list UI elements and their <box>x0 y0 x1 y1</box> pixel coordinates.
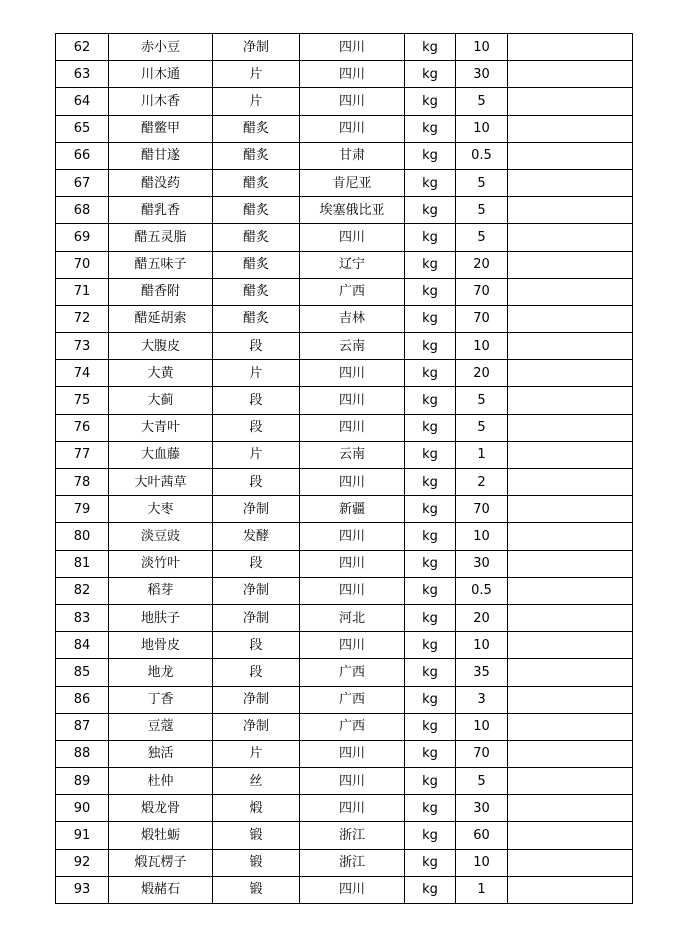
origin-cell: 四川 <box>300 34 405 61</box>
row-number-cell: 78 <box>56 469 109 496</box>
row-number-cell: 84 <box>56 632 109 659</box>
row-number-cell: 76 <box>56 414 109 441</box>
processing-spec-cell: 片 <box>213 88 300 115</box>
processing-spec-cell: 醋炙 <box>213 142 300 169</box>
origin-cell: 四川 <box>300 360 405 387</box>
quantity-cell: 0.5 <box>456 577 508 604</box>
origin-cell: 四川 <box>300 414 405 441</box>
table-row <box>56 414 633 441</box>
herb-name-cell: 醋鳖甲 <box>109 115 213 142</box>
unit-cell: kg <box>405 360 456 387</box>
herb-name-cell: 大叶茜草 <box>109 469 213 496</box>
row-number-cell: 64 <box>56 88 109 115</box>
row-number-cell: 75 <box>56 387 109 414</box>
row-number-cell: 65 <box>56 115 109 142</box>
unit-cell: kg <box>405 577 456 604</box>
processing-spec-cell: 净制 <box>213 686 300 713</box>
note-cell <box>508 115 633 142</box>
processing-spec-cell: 片 <box>213 441 300 468</box>
processing-spec-cell: 醋炙 <box>213 251 300 278</box>
table-row <box>56 686 633 713</box>
processing-spec-cell: 锻 <box>213 849 300 876</box>
table-row <box>56 659 633 686</box>
note-cell <box>508 34 633 61</box>
unit-cell: kg <box>405 740 456 767</box>
quantity-cell: 30 <box>456 795 508 822</box>
note-cell <box>508 795 633 822</box>
processing-spec-cell: 净制 <box>213 496 300 523</box>
row-number-cell: 92 <box>56 849 109 876</box>
unit-cell: kg <box>405 278 456 305</box>
herb-name-cell: 大蓟 <box>109 387 213 414</box>
row-number-cell: 62 <box>56 34 109 61</box>
table-row <box>56 441 633 468</box>
herb-name-cell: 醋没药 <box>109 169 213 196</box>
origin-cell: 吉林 <box>300 305 405 332</box>
quantity-cell: 70 <box>456 740 508 767</box>
table-row <box>56 822 633 849</box>
processing-spec-cell: 段 <box>213 659 300 686</box>
note-cell <box>508 142 633 169</box>
row-number-cell: 87 <box>56 713 109 740</box>
row-number-cell: 72 <box>56 305 109 332</box>
table-body <box>56 34 633 904</box>
processing-spec-cell: 片 <box>213 360 300 387</box>
quantity-cell: 70 <box>456 305 508 332</box>
row-number-cell: 83 <box>56 604 109 631</box>
note-cell <box>508 251 633 278</box>
note-cell <box>508 768 633 795</box>
note-cell <box>508 305 633 332</box>
note-cell <box>508 469 633 496</box>
quantity-cell: 30 <box>456 61 508 88</box>
row-number-cell: 63 <box>56 61 109 88</box>
unit-cell: kg <box>405 61 456 88</box>
origin-cell: 四川 <box>300 115 405 142</box>
quantity-cell: 5 <box>456 414 508 441</box>
unit-cell: kg <box>405 686 456 713</box>
quantity-cell: 2 <box>456 469 508 496</box>
unit-cell: kg <box>405 441 456 468</box>
processing-spec-cell: 净制 <box>213 577 300 604</box>
unit-cell: kg <box>405 115 456 142</box>
note-cell <box>508 632 633 659</box>
row-number-cell: 68 <box>56 197 109 224</box>
unit-cell: kg <box>405 604 456 631</box>
origin-cell: 四川 <box>300 550 405 577</box>
table-row <box>56 305 633 332</box>
row-number-cell: 81 <box>56 550 109 577</box>
quantity-cell: 20 <box>456 360 508 387</box>
table-row <box>56 496 633 523</box>
note-cell <box>508 604 633 631</box>
processing-spec-cell: 醋炙 <box>213 224 300 251</box>
herb-name-cell: 地肤子 <box>109 604 213 631</box>
processing-spec-cell: 片 <box>213 740 300 767</box>
herb-name-cell: 醋五味子 <box>109 251 213 278</box>
processing-spec-cell: 净制 <box>213 604 300 631</box>
unit-cell: kg <box>405 469 456 496</box>
quantity-cell: 5 <box>456 197 508 224</box>
note-cell <box>508 496 633 523</box>
note-cell <box>508 224 633 251</box>
note-cell <box>508 333 633 360</box>
unit-cell: kg <box>405 550 456 577</box>
herb-name-cell: 川木通 <box>109 61 213 88</box>
row-number-cell: 88 <box>56 740 109 767</box>
unit-cell: kg <box>405 822 456 849</box>
row-number-cell: 74 <box>56 360 109 387</box>
herb-name-cell: 大枣 <box>109 496 213 523</box>
herb-name-cell: 醋乳香 <box>109 197 213 224</box>
note-cell <box>508 659 633 686</box>
origin-cell: 四川 <box>300 469 405 496</box>
note-cell <box>508 550 633 577</box>
unit-cell: kg <box>405 251 456 278</box>
herb-name-cell: 大青叶 <box>109 414 213 441</box>
note-cell <box>508 360 633 387</box>
processing-spec-cell: 丝 <box>213 768 300 795</box>
row-number-cell: 70 <box>56 251 109 278</box>
processing-spec-cell: 发酵 <box>213 523 300 550</box>
herb-name-cell: 醋五灵脂 <box>109 224 213 251</box>
table-row <box>56 197 633 224</box>
quantity-cell: 60 <box>456 822 508 849</box>
herb-name-cell: 地龙 <box>109 659 213 686</box>
origin-cell: 新疆 <box>300 496 405 523</box>
unit-cell: kg <box>405 333 456 360</box>
quantity-cell: 1 <box>456 441 508 468</box>
origin-cell: 埃塞俄比亚 <box>300 197 405 224</box>
quantity-cell: 70 <box>456 278 508 305</box>
note-cell <box>508 387 633 414</box>
origin-cell: 广西 <box>300 686 405 713</box>
origin-cell: 广西 <box>300 713 405 740</box>
quantity-cell: 20 <box>456 251 508 278</box>
herb-name-cell: 醋甘遂 <box>109 142 213 169</box>
herb-inventory-table <box>55 33 633 904</box>
quantity-cell: 10 <box>456 333 508 360</box>
table-row <box>56 795 633 822</box>
origin-cell: 四川 <box>300 224 405 251</box>
note-cell <box>508 577 633 604</box>
table-row <box>56 849 633 876</box>
origin-cell: 云南 <box>300 333 405 360</box>
herb-name-cell: 丁香 <box>109 686 213 713</box>
unit-cell: kg <box>405 795 456 822</box>
quantity-cell: 10 <box>456 632 508 659</box>
quantity-cell: 0.5 <box>456 142 508 169</box>
unit-cell: kg <box>405 387 456 414</box>
note-cell <box>508 197 633 224</box>
unit-cell: kg <box>405 713 456 740</box>
processing-spec-cell: 段 <box>213 387 300 414</box>
table-row <box>56 34 633 61</box>
note-cell <box>508 849 633 876</box>
table-row <box>56 88 633 115</box>
row-number-cell: 73 <box>56 333 109 360</box>
herb-name-cell: 大腹皮 <box>109 333 213 360</box>
table-row <box>56 632 633 659</box>
herb-name-cell: 煅赭石 <box>109 876 213 903</box>
row-number-cell: 93 <box>56 876 109 903</box>
origin-cell: 广西 <box>300 659 405 686</box>
row-number-cell: 79 <box>56 496 109 523</box>
unit-cell: kg <box>405 496 456 523</box>
herb-name-cell: 地骨皮 <box>109 632 213 659</box>
processing-spec-cell: 段 <box>213 550 300 577</box>
row-number-cell: 69 <box>56 224 109 251</box>
note-cell <box>508 441 633 468</box>
table-row <box>56 333 633 360</box>
herb-name-cell: 煅牡蛎 <box>109 822 213 849</box>
quantity-cell: 70 <box>456 496 508 523</box>
herb-name-cell: 醋香附 <box>109 278 213 305</box>
quantity-cell: 1 <box>456 876 508 903</box>
table-row <box>56 142 633 169</box>
table-row <box>56 169 633 196</box>
unit-cell: kg <box>405 523 456 550</box>
processing-spec-cell: 醋炙 <box>213 197 300 224</box>
origin-cell: 甘肃 <box>300 142 405 169</box>
processing-spec-cell: 净制 <box>213 34 300 61</box>
unit-cell: kg <box>405 169 456 196</box>
origin-cell: 肯尼亚 <box>300 169 405 196</box>
table-row <box>56 713 633 740</box>
origin-cell: 四川 <box>300 61 405 88</box>
origin-cell: 四川 <box>300 632 405 659</box>
processing-spec-cell: 醋炙 <box>213 305 300 332</box>
processing-spec-cell: 净制 <box>213 713 300 740</box>
table-row <box>56 550 633 577</box>
origin-cell: 四川 <box>300 387 405 414</box>
table-row <box>56 604 633 631</box>
quantity-cell: 10 <box>456 523 508 550</box>
row-number-cell: 86 <box>56 686 109 713</box>
table-row <box>56 523 633 550</box>
note-cell <box>508 876 633 903</box>
processing-spec-cell: 段 <box>213 632 300 659</box>
processing-spec-cell: 锻 <box>213 876 300 903</box>
processing-spec-cell: 煅 <box>213 795 300 822</box>
note-cell <box>508 278 633 305</box>
quantity-cell: 35 <box>456 659 508 686</box>
quantity-cell: 20 <box>456 604 508 631</box>
table-row <box>56 387 633 414</box>
herb-name-cell: 赤小豆 <box>109 34 213 61</box>
note-cell <box>508 686 633 713</box>
herb-name-cell: 醋延胡索 <box>109 305 213 332</box>
herb-name-cell: 杜仲 <box>109 768 213 795</box>
origin-cell: 四川 <box>300 740 405 767</box>
quantity-cell: 10 <box>456 34 508 61</box>
origin-cell: 河北 <box>300 604 405 631</box>
table-row <box>56 577 633 604</box>
origin-cell: 四川 <box>300 88 405 115</box>
row-number-cell: 82 <box>56 577 109 604</box>
table-row <box>56 115 633 142</box>
quantity-cell: 10 <box>456 713 508 740</box>
quantity-cell: 5 <box>456 88 508 115</box>
unit-cell: kg <box>405 142 456 169</box>
quantity-cell: 30 <box>456 550 508 577</box>
unit-cell: kg <box>405 768 456 795</box>
note-cell <box>508 523 633 550</box>
unit-cell: kg <box>405 197 456 224</box>
origin-cell: 浙江 <box>300 822 405 849</box>
table-row <box>56 61 633 88</box>
table-row <box>56 768 633 795</box>
table-row <box>56 224 633 251</box>
row-number-cell: 80 <box>56 523 109 550</box>
row-number-cell: 67 <box>56 169 109 196</box>
herb-name-cell: 稻芽 <box>109 577 213 604</box>
herb-name-cell: 淡竹叶 <box>109 550 213 577</box>
note-cell <box>508 740 633 767</box>
origin-cell: 四川 <box>300 768 405 795</box>
table-row <box>56 251 633 278</box>
note-cell <box>508 822 633 849</box>
unit-cell: kg <box>405 659 456 686</box>
processing-spec-cell: 锻 <box>213 822 300 849</box>
herb-name-cell: 煅瓦楞子 <box>109 849 213 876</box>
unit-cell: kg <box>405 224 456 251</box>
processing-spec-cell: 段 <box>213 333 300 360</box>
note-cell <box>508 713 633 740</box>
processing-spec-cell: 醋炙 <box>213 278 300 305</box>
processing-spec-cell: 片 <box>213 61 300 88</box>
quantity-cell: 5 <box>456 387 508 414</box>
table-row <box>56 876 633 903</box>
table-row <box>56 469 633 496</box>
row-number-cell: 77 <box>56 441 109 468</box>
origin-cell: 四川 <box>300 795 405 822</box>
row-number-cell: 91 <box>56 822 109 849</box>
processing-spec-cell: 段 <box>213 469 300 496</box>
herb-name-cell: 豆蔻 <box>109 713 213 740</box>
origin-cell: 广西 <box>300 278 405 305</box>
herb-name-cell: 煅龙骨 <box>109 795 213 822</box>
origin-cell: 浙江 <box>300 849 405 876</box>
note-cell <box>508 88 633 115</box>
origin-cell: 云南 <box>300 441 405 468</box>
unit-cell: kg <box>405 876 456 903</box>
quantity-cell: 10 <box>456 849 508 876</box>
herb-name-cell: 淡豆豉 <box>109 523 213 550</box>
unit-cell: kg <box>405 632 456 659</box>
processing-spec-cell: 醋炙 <box>213 169 300 196</box>
origin-cell: 四川 <box>300 523 405 550</box>
row-number-cell: 85 <box>56 659 109 686</box>
row-number-cell: 71 <box>56 278 109 305</box>
unit-cell: kg <box>405 34 456 61</box>
unit-cell: kg <box>405 305 456 332</box>
herb-name-cell: 川木香 <box>109 88 213 115</box>
quantity-cell: 3 <box>456 686 508 713</box>
quantity-cell: 10 <box>456 115 508 142</box>
processing-spec-cell: 段 <box>213 414 300 441</box>
quantity-cell: 5 <box>456 768 508 795</box>
origin-cell: 四川 <box>300 876 405 903</box>
quantity-cell: 5 <box>456 224 508 251</box>
herb-name-cell: 独活 <box>109 740 213 767</box>
unit-cell: kg <box>405 414 456 441</box>
note-cell <box>508 169 633 196</box>
row-number-cell: 89 <box>56 768 109 795</box>
processing-spec-cell: 醋炙 <box>213 115 300 142</box>
table-row <box>56 360 633 387</box>
origin-cell: 辽宁 <box>300 251 405 278</box>
note-cell <box>508 414 633 441</box>
table-row <box>56 278 633 305</box>
unit-cell: kg <box>405 88 456 115</box>
row-number-cell: 66 <box>56 142 109 169</box>
row-number-cell: 90 <box>56 795 109 822</box>
unit-cell: kg <box>405 849 456 876</box>
herb-name-cell: 大血藤 <box>109 441 213 468</box>
quantity-cell: 5 <box>456 169 508 196</box>
table-row <box>56 740 633 767</box>
note-cell <box>508 61 633 88</box>
herb-name-cell: 大黄 <box>109 360 213 387</box>
origin-cell: 四川 <box>300 577 405 604</box>
